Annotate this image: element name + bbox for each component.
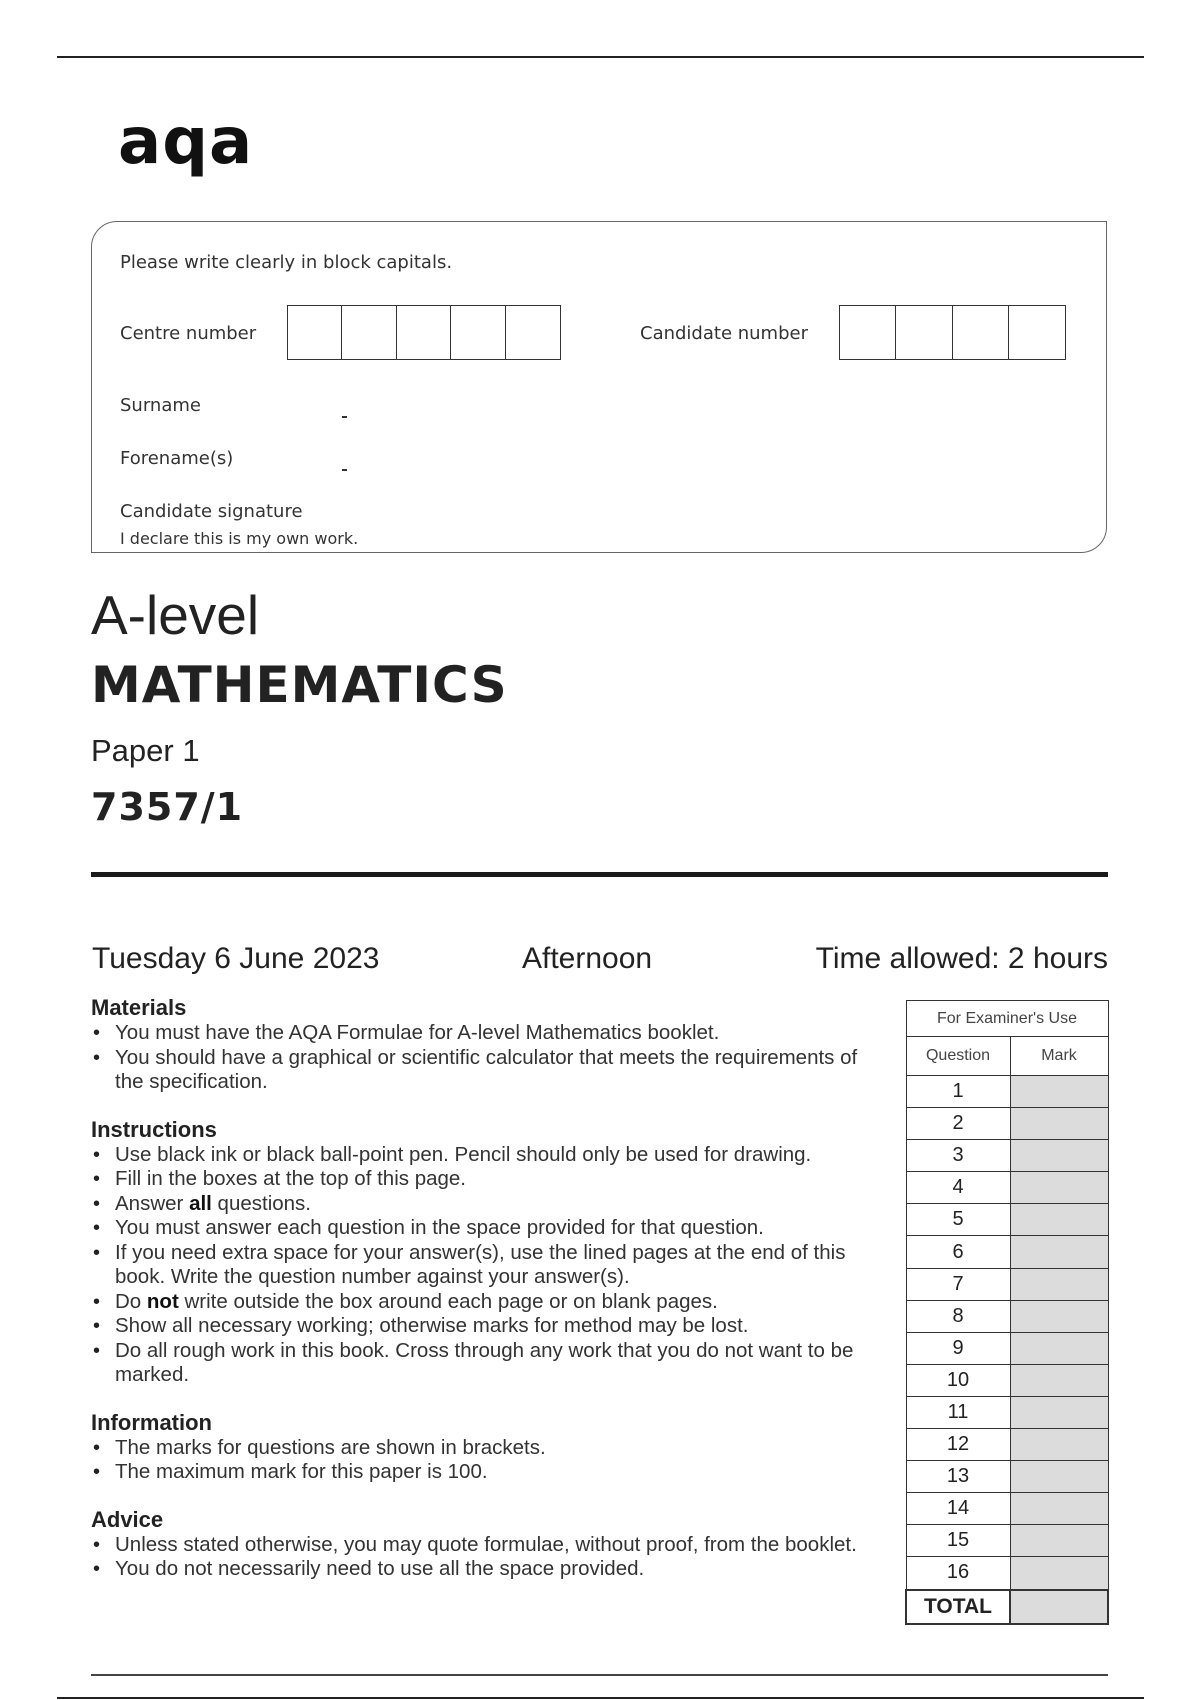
list-item: • The marks for questions are shown in brackets. [91, 1436, 881, 1461]
question-number: 10 [906, 1364, 1010, 1396]
list-item: • Fill in the boxes at the top of this page. [91, 1167, 881, 1192]
candidate-number-digit-3[interactable] [952, 305, 1010, 360]
surname-field[interactable] [342, 416, 347, 418]
centre-number-digit-2[interactable] [341, 305, 397, 360]
block-capitals-instruction: Please write clearly in block capitals. [120, 252, 453, 273]
advice-section [91, 1507, 881, 1582]
mark-cell[interactable] [1010, 1429, 1108, 1461]
candidate-number-digit-1[interactable] [839, 305, 897, 360]
candidate-number-label: Candidate number [640, 323, 808, 344]
time-allowed: Time allowed: 2 hours [815, 942, 1108, 975]
list-item: • You should have a graphical or scientific calculator that meets the requirements of the specification. [91, 1046, 881, 1095]
question-number: 1 [906, 1076, 1010, 1108]
total-label: TOTAL [906, 1590, 1010, 1624]
materials-section [91, 995, 881, 1095]
forenames-label: Forename(s) [120, 448, 234, 469]
question-number: 13 [906, 1461, 1010, 1493]
exam-session: Afternoon [522, 942, 653, 975]
list-item: • You must answer each question in the space provided for that question. [91, 1216, 881, 1241]
mark-cell[interactable] [1010, 1396, 1108, 1428]
mark-cell[interactable] [1010, 1076, 1108, 1108]
candidate-number-digit-2[interactable] [895, 305, 953, 360]
list-item: • If you need extra space for your answer(s), use the lined pages at the end of this book. Write the question number against your answer(s). [91, 1241, 881, 1290]
qualification-level: A-level [91, 584, 260, 646]
question-number: 11 [906, 1396, 1010, 1428]
centre-number-digit-4[interactable] [450, 305, 506, 360]
mark-cell[interactable] [1010, 1332, 1108, 1364]
question-number: 16 [906, 1557, 1010, 1590]
mark-cell[interactable] [1010, 1300, 1108, 1332]
question-number: 7 [906, 1268, 1010, 1300]
signature-label: Candidate signature [120, 501, 303, 522]
advice-heading: Advice [91, 1506, 164, 1532]
question-number: 15 [906, 1525, 1010, 1557]
candidate-number-digit-4[interactable] [1008, 305, 1066, 360]
question-number: 5 [906, 1204, 1010, 1236]
declaration-text: I declare this is my own work. [120, 529, 359, 548]
list-item: • You must have the AQA Formulae for A-level Mathematics booklet. [91, 1021, 881, 1046]
information-heading: Information [91, 1409, 212, 1435]
instructions-section [91, 1117, 881, 1388]
exam-date: Tuesday 6 June 2023 [92, 942, 380, 975]
question-number: 2 [906, 1108, 1010, 1140]
question-number: 9 [906, 1332, 1010, 1364]
materials-heading: Materials [91, 995, 187, 1020]
list-item: • Show all necessary working; otherwise marks for method may be lost. [91, 1314, 881, 1339]
subject-title: MATHEMATICS [91, 656, 508, 714]
list-item: • You do not necessarily need to use all the space provided. [91, 1557, 881, 1582]
list-item: • Answer all questions. [91, 1192, 881, 1217]
aqa-logo: aqa [118, 105, 254, 179]
paper-code: 7357/1 [91, 785, 244, 829]
question-number: 4 [906, 1172, 1010, 1204]
question-number: 12 [906, 1429, 1010, 1461]
top-rule [57, 56, 1144, 58]
paper-number: Paper 1 [91, 733, 200, 768]
list-item: • Use black ink or black ball-point pen. Pencil should only be used for drawing. [91, 1143, 881, 1168]
centre-number-boxes [288, 305, 561, 360]
information-section [91, 1410, 881, 1485]
bottom-divider [91, 1674, 1108, 1676]
list-item: • Do not write outside the box around each page or on blank pages. [91, 1290, 881, 1315]
question-column-header: Question [906, 1037, 1010, 1076]
bottom-rule [57, 1697, 1144, 1699]
mark-cell[interactable] [1010, 1268, 1108, 1300]
mark-column-header: Mark [1010, 1037, 1108, 1076]
centre-number-digit-3[interactable] [396, 305, 452, 360]
question-number: 6 [906, 1236, 1010, 1268]
list-item: • Unless stated otherwise, you may quote formulae, without proof, from the booklet. [91, 1533, 881, 1558]
mark-cell[interactable] [1010, 1364, 1108, 1396]
mark-cell[interactable] [1010, 1236, 1108, 1268]
question-number: 14 [906, 1493, 1010, 1525]
centre-number-label: Centre number [120, 323, 257, 344]
mark-cell[interactable] [1010, 1461, 1108, 1493]
candidate-details-box [91, 221, 1107, 553]
rubric-sections [91, 995, 881, 1604]
list-item: • Do all rough work in this book. Cross through any work that you do not want to be marked. [91, 1339, 881, 1388]
forenames-field[interactable] [342, 469, 347, 471]
title-divider [91, 872, 1108, 877]
surname-label: Surname [120, 395, 201, 416]
examiner-use-header: For Examiner's Use [906, 1001, 1108, 1037]
mark-cell[interactable] [1010, 1108, 1108, 1140]
question-number: 3 [906, 1140, 1010, 1172]
mark-cell[interactable] [1010, 1204, 1108, 1236]
mark-cell[interactable] [1010, 1172, 1108, 1204]
mark-cell[interactable] [1010, 1493, 1108, 1525]
instructions-heading: Instructions [91, 1116, 217, 1142]
mark-cell[interactable] [1010, 1525, 1108, 1557]
candidate-number-boxes [840, 305, 1066, 360]
question-number: 8 [906, 1300, 1010, 1332]
centre-number-digit-5[interactable] [505, 305, 561, 360]
examiner-use-table [905, 1000, 1109, 1625]
mark-cell[interactable] [1010, 1140, 1108, 1172]
list-item: • The maximum mark for this paper is 100. [91, 1460, 881, 1485]
mark-cell[interactable] [1010, 1557, 1108, 1590]
total-mark-cell[interactable] [1010, 1590, 1108, 1624]
centre-number-digit-1[interactable] [287, 305, 343, 360]
